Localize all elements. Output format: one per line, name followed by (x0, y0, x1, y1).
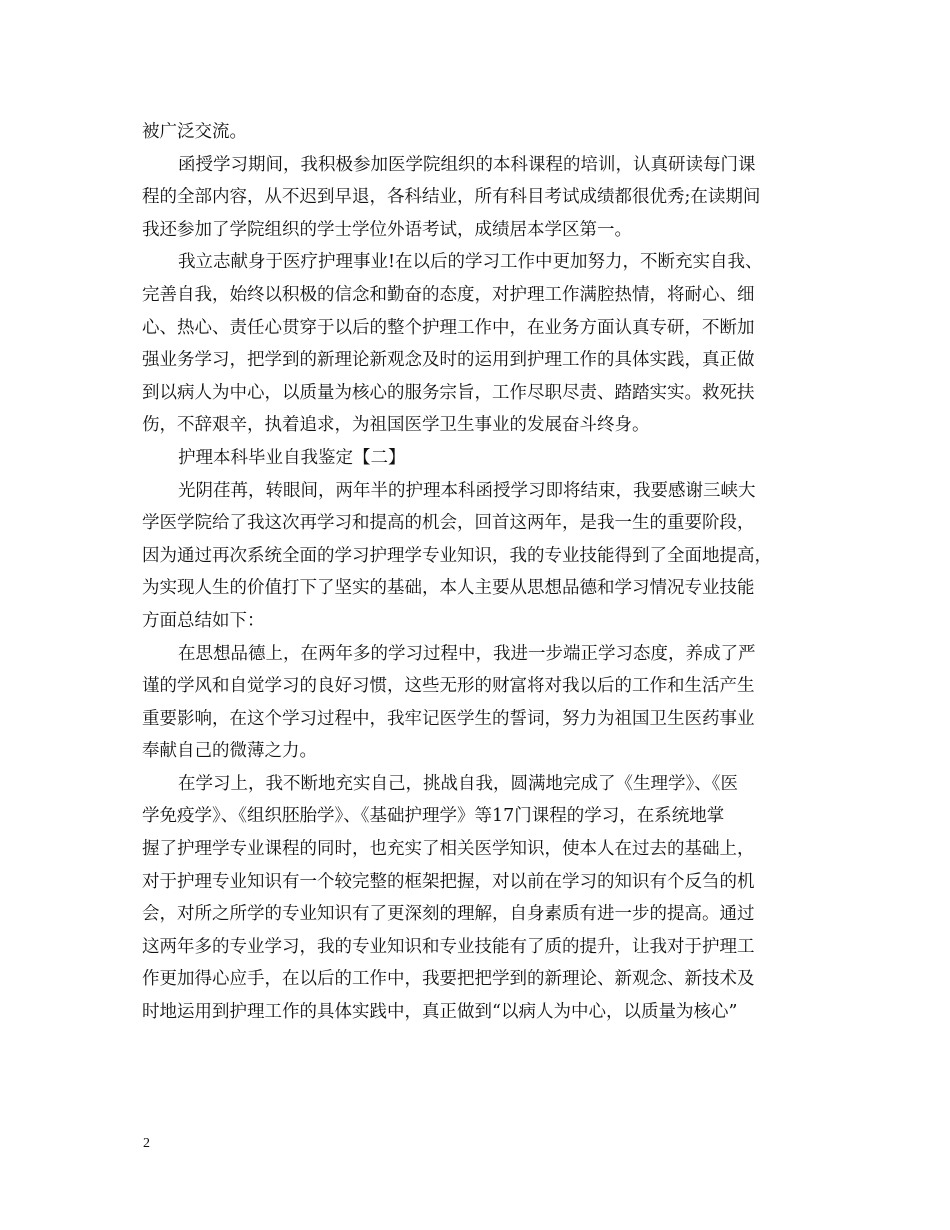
text-line: 学免疫学》、《组织胚胎学》、《基础护理学》等17门课程的学习，在系统地掌 (142, 806, 725, 827)
text-line: 重要影响，在这个学习过程中，我牢记医学生的誓词，努力为祖国卫生医药事业 (142, 708, 755, 729)
document-body (142, 116, 818, 1029)
text-line: 时地运用到护理工作的具体实践中，真正做到“以病人为中心，以质量为核心” (142, 1002, 738, 1023)
text-line: 作更加得心应手，在以后的工作中，我要把把学到的新理论、新观念、新技术及 (142, 969, 755, 990)
text-line: 在思想品德上，在两年多的学习过程中，我进一步端正学习态度，养成了严 (178, 643, 756, 664)
text-line: 握了护理学专业课程的同时，也充实了相关医学知识，使本人在过去的基础上， (142, 839, 755, 860)
text-line: 程的全部内容，从不迟到早退，各科结业，所有科目考试成绩都很优秀;在读期间 (142, 187, 761, 208)
text-line: 完善自我，始终以积极的信念和勤奋的态度，对护理工作满腔热情，将耐心、细 (142, 284, 755, 305)
text-line: 为实现人生的价值打下了坚实的基础，本人主要从思想品德和学习情况专业技能 (142, 578, 755, 599)
text-line: 强业务学习，把学到的新理论新观念及时的运用到护理工作的具体实践，真正做 (142, 350, 755, 371)
text-line: 在学习上，我不断地充实自己，挑战自我，圆满地完成了《生理学》、《医 (178, 773, 738, 794)
text-line: 函授学习期间，我积极参加医学院组织的本科课程的培训，认真研读每门课 (178, 154, 756, 175)
text-line: 奉献自己的微薄之力。 (142, 741, 317, 762)
text-line: 光阴荏苒，转眼间，两年半的护理本科函授学习即将结束，我要感谢三峡大 (178, 480, 756, 501)
text-line: 对于护理专业知识有一个较完整的框架把握，对以前在学习的知识有个反刍的机 (142, 871, 755, 892)
text-line: 我还参加了学院组织的学士学位外语考试，成绩居本学区第一。 (142, 219, 632, 240)
page-number: 2 (143, 1136, 150, 1151)
text-line: 谨的学风和自觉学习的良好习惯，这些无形的财富将对我以后的工作和生活产生 (142, 676, 755, 697)
text-line: 因为通过再次系统全面的学习护理学专业知识，我的专业技能得到了全面地提高， (142, 545, 772, 566)
text-line: 学医学院给了我这次再学习和提高的机会，回首这两年，是我一生的重要阶段， (142, 513, 755, 534)
text-line: 心、热心、责任心贯穿于以后的整个护理工作中，在业务方面认真专研，不断加 (142, 317, 755, 338)
text-line: 方面总结如下： (142, 610, 265, 631)
text-line: 这两年多的专业学习，我的专业知识和专业技能有了质的提升，让我对于护理工 (142, 936, 755, 957)
text-line: 会，对所之所学的专业知识有了更深刻的理解，自身素质有进一步的提高。通过 (142, 904, 755, 925)
text-line: 伤，不辞艰辛，执着追求，为祖国医学卫生事业的发展奋斗终身。 (142, 415, 650, 436)
text-line: 到以病人为中心，以质量为核心的服务宗旨，工作尽职尽责、踏踏实实。救死扶 (142, 382, 755, 403)
section-heading: 护理本科毕业自我鉴定【二】 (178, 447, 406, 468)
text-line: 被广泛交流。 (142, 122, 247, 142)
text-line: 我立志献身于医疗护理事业!在以后的学习工作中更加努力，不断充实自我、 (178, 252, 763, 273)
